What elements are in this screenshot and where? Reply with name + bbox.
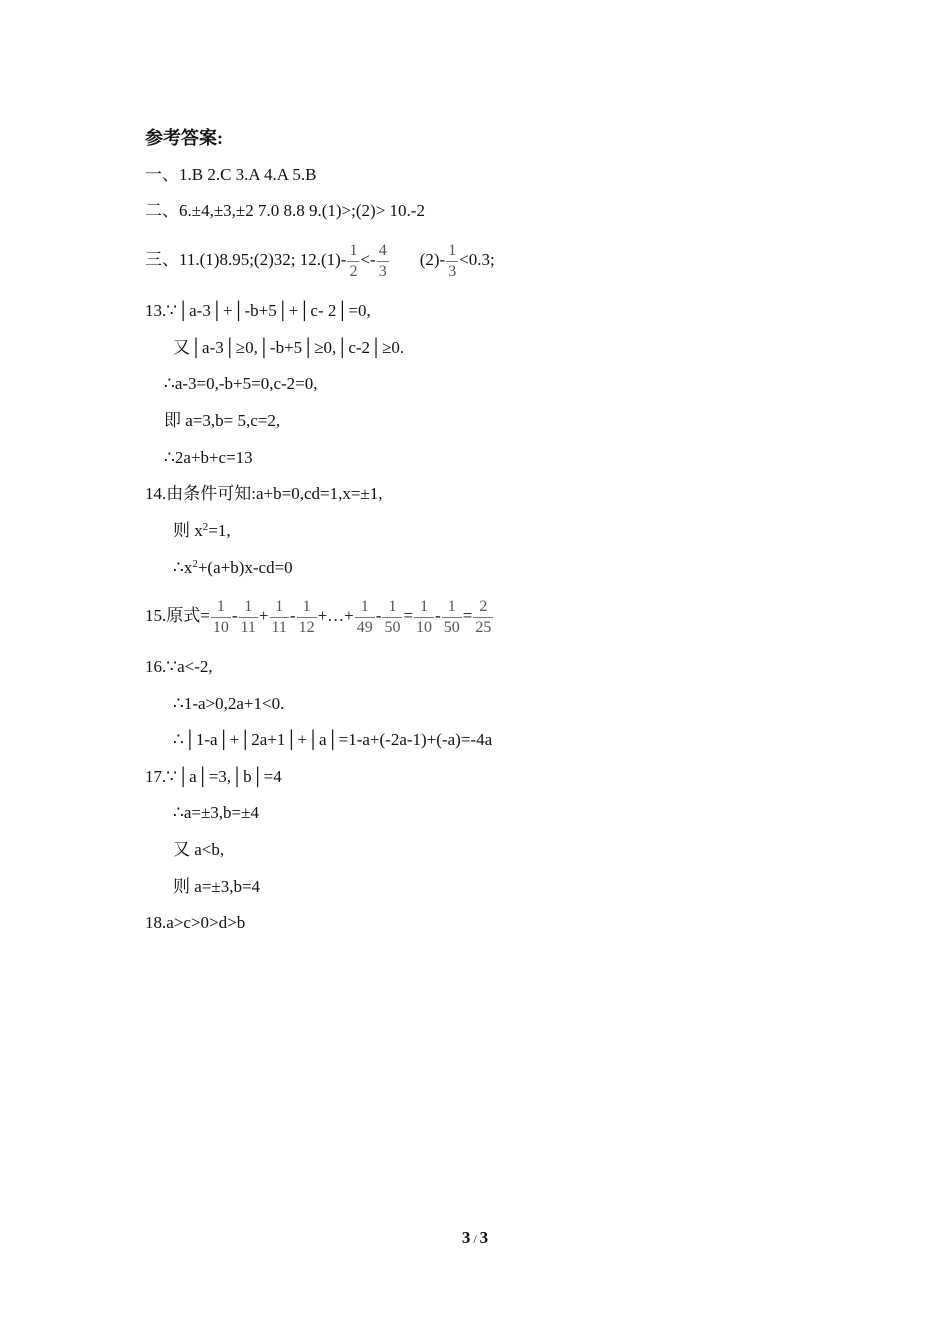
q17-line-1: 17.∵│a│=3,│b│=4 [145,767,282,786]
q16-line-1: 16.∵a<-2, [145,657,213,676]
q3-text-a: 三、11.(1)8.95;(2)32; 12.(1)- [145,250,347,269]
q17-line-2: ∴a=±3,b=±4 [173,803,259,822]
q17-line-4: 则 a=±3,b=4 [173,877,261,896]
page-number [0,1228,950,1248]
q15-operator: - [289,606,296,625]
q15-prefix: 15.原式= [145,606,210,625]
answer-part-1: 一、1.B 2.C 3.A 4.A 5.B [145,165,317,184]
q15-fraction: $\frac{1}{49}$ [356,598,373,637]
q15-fraction: $\frac{1}{10}$ [416,598,433,637]
q14-line-1: 14.由条件可知:a+b=0,cd=1,x=±1, [145,484,383,503]
q14-line-2: 则 $x^2=1$, [173,521,231,540]
q18-line: 18.a>c>0>d>b [145,913,246,932]
q15-fraction: $\frac{1}{11}$ [271,598,287,637]
fraction-1-3: $\frac{1}{3}$ [448,242,457,281]
q3-text-b: <- [360,250,376,269]
q15-operator: = [403,606,414,625]
q13-line-2: 又│a-3│≥0,│-b+5│≥0,│c-2│≥0. [173,338,405,357]
q15-fraction: $\frac{1}{10}$ [212,598,229,637]
q15-operator: +…+ [317,606,354,625]
page-separator: / [473,1232,477,1246]
q15-fraction: $\frac{2}{25}$ [475,598,492,637]
q15-operator: + [258,606,269,625]
q16-line-2: ∴1-a>0,2a+1<0. [173,694,285,713]
fraction-1-2: $\frac{1}{2}$ [349,242,358,281]
q13-line-4: 即 a=3,b= 5,c=2, [164,411,281,430]
q15-fraction: $\frac{1}{50}$ [384,598,401,637]
page-current: 3 [461,1228,471,1247]
fraction-4-3: $\frac{4}{3}$ [378,242,387,281]
q13-line-5: ∴2a+b+c=13 [164,448,253,467]
answer-part-3 [145,236,495,284]
q16-line-3: ∴│1-a│+│2a+1│+│a│=1-a+(-2a-1)+(-a)=-4a [173,730,493,749]
q15-operator: - [435,606,441,625]
q15-fraction: $\frac{1}{11}$ [240,598,256,637]
q15-line [145,592,494,640]
answer-part-2: 二、6.±4,±3,±2 7.0 8.8 9.(1)>;(2)> 10.-2 [145,201,425,220]
page-total: 3 [479,1228,489,1247]
q13-line-1: 13.∵│a-3│+│-b+5│+│c- 2│=0, [145,301,371,320]
q17-line-3: 又 a<b, [173,840,225,859]
q3-text-c: (2)- [419,250,446,269]
answer-heading: 参考答案: [145,128,223,148]
q15-fraction: $\frac{1}{12}$ [298,598,315,637]
q13-line-3: ∴a-3=0,-b+5=0,c-2=0, [164,374,318,393]
q15-operator: - [375,606,382,625]
q15-operator: - [231,606,238,625]
q3-text-d: <0.3; [459,250,495,269]
q15-operator: = [462,606,473,625]
q14-line-3: $\therefore x^2+(a+b)x-cd=0$ [173,558,293,577]
q15-fraction: $\frac{1}{50}$ [443,598,460,637]
